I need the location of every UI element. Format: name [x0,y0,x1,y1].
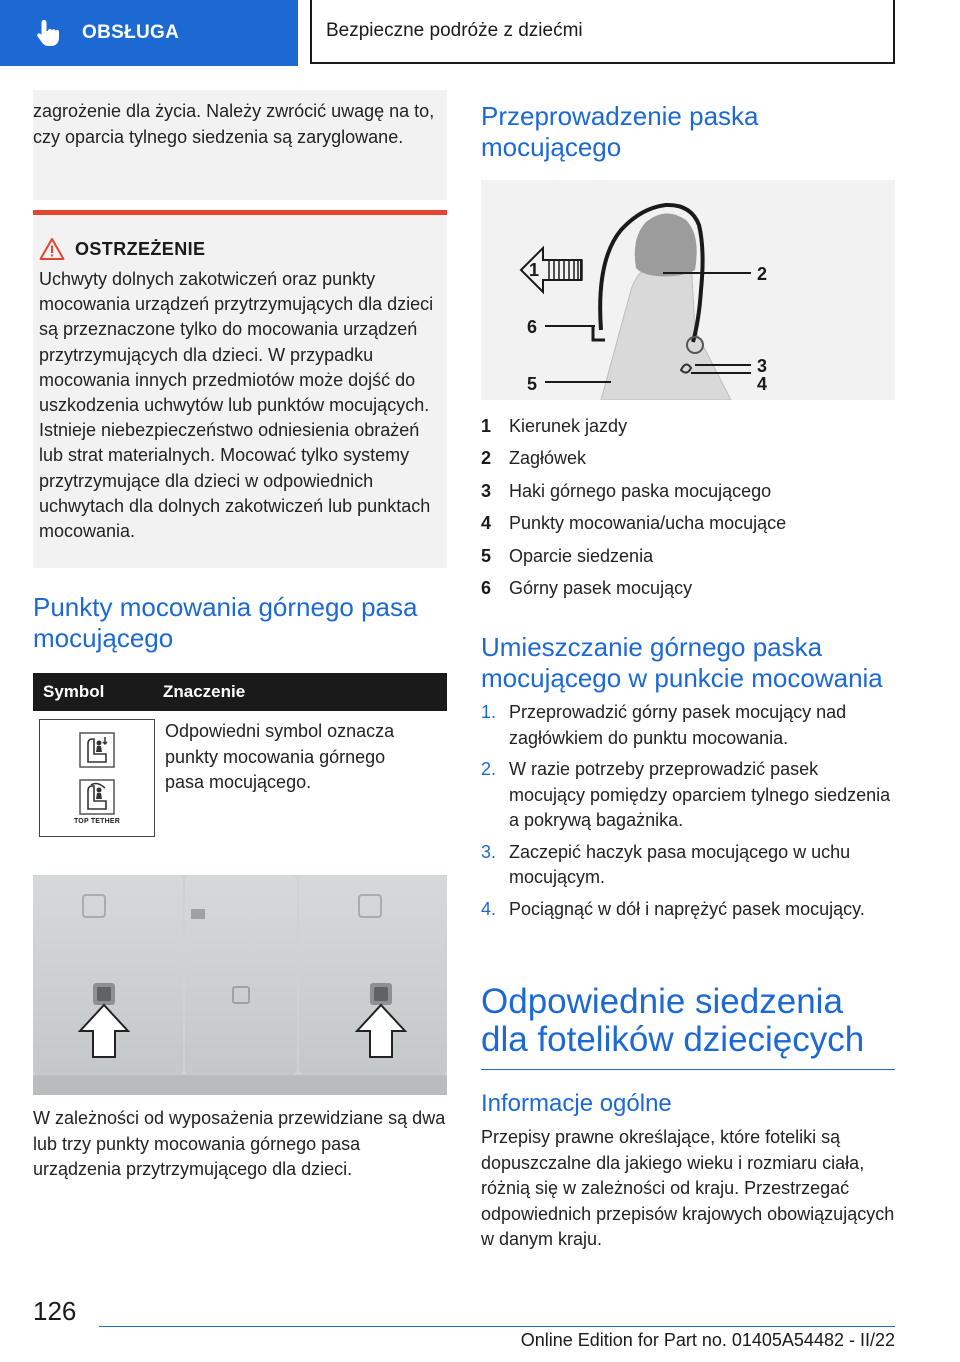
symbol-table-header [33,673,447,711]
callout-3: 3 [757,356,768,376]
step-text: Pociągnąć w dół i naprężyć pasek mocujący. [509,898,865,919]
legend-number: 1 [481,415,492,436]
legend-text: Punkty mocowania/ucha mocujące [509,513,787,534]
top-tether-icon [79,779,115,815]
strap-routing-figure [481,180,895,400]
legend-number: 5 [481,545,492,566]
legend-number: 6 [481,578,492,599]
list-item [481,840,895,891]
column-header-meaning: Znaczenie [163,682,246,701]
callout-6: 6 [527,317,538,337]
figure-legend [481,410,895,605]
symbol-table [33,673,447,887]
step-text: Przeprowadzić górny pasek mocujący nad zagłówkiem do punktu mocowania. [509,702,847,748]
note-text: zagrożenie dla życia. Należy zwrócić uwagę na to, czy oparcia tylnego siedzenia są zaryglowane. [33,101,435,147]
list-item [481,410,895,443]
list-item [481,700,895,751]
edition-info: Online Edition for Part no. 01405A54482 - II/22 [520,1330,895,1350]
legend-text: Kierunek jazdy [509,415,628,436]
list-item [481,897,895,923]
top-tether-label: TOP TETHER [73,817,121,825]
legend-text: Haki górnego paska mocującego [509,480,772,501]
section-tab[interactable] [0,0,298,66]
legend-number: 3 [481,480,492,501]
step-number: 3. [481,841,497,862]
strap-diagram [481,180,895,400]
table-row [33,711,447,887]
list-item [481,475,895,508]
chapter-title-box [310,0,895,64]
child-seat-tether-icon [79,732,115,768]
section-heading-attach-strap: Umieszczanie górnego paska mocującego w punkcie mocowania [481,632,883,693]
list-item [481,573,895,606]
legend-number: 4 [481,513,492,534]
chapter-title: Bezpieczne podróże z dziećmi [326,20,583,41]
rear-seat-anchor-photo [33,875,447,1095]
legend-number: 2 [481,448,492,469]
warning-box [33,210,447,568]
section-heading-tether-points: Punkty mocowania górnego pasa mocującego [33,592,418,653]
forward-direction-bars [549,260,582,280]
warning-title: OSTRZEŻENIE [75,238,206,259]
step-number: 2. [481,759,497,779]
symbol-description: Odpowiedni symbol oznacza punkty mocowania górnego pasa mocującego. [165,721,395,792]
callout-2: 2 [757,264,768,284]
callout-1: 1 [529,260,540,280]
step-number: 1. [481,702,497,722]
hand-pointer-icon [32,17,64,49]
section-label: OBSŁUGA [82,22,180,43]
subheading-general-info: Informacje ogólne [481,1090,672,1117]
legend-text: Oparcie siedzenia [509,545,654,566]
warning-header [39,237,441,261]
step-text: Zaczepić haczyk pasa mocującego w uchu mocującym. [509,841,851,887]
symbol-cell [39,719,155,837]
legend-text: Zagłówek [509,448,587,469]
footer-divider [99,1326,895,1327]
list-item [481,443,895,476]
chapter-heading-suitable-seats: Odpowiednie siedzenia dla fotelików dziecięcych [481,983,895,1070]
list-item [481,757,895,834]
general-info-text: Przepisy prawne określające, które foteliki są dopuszczalne dla jakiego wieku i rozmiaru ciała, różnią się w zależności od kraju. Przestrzegać odpowiednich przepisów krajowych obowiązujących w danym kraju. [481,1127,895,1249]
list-item [481,540,895,573]
section-heading-strap-routing: Przeprowadzenie paska mocującego [481,101,759,162]
note-box [33,90,447,200]
anchor-caption: W zależności od wyposażenia przewidziane są dwa lub trzy punkty mocowania górnego pasa urządzenia przytrzymującego dla dzieci. [33,1108,446,1179]
warning-triangle-icon [39,237,65,261]
page-number: 126 [33,1296,77,1326]
column-header-symbol: Symbol [43,682,105,701]
warning-text: Uchwyty dolnych zakotwiczeń oraz punkty mocowania urządzeń przytrzymujących dla dzieci są przeznaczone tylko do mocowania urządzeń przytrzymujących dla dzieci. W przypadku mocowania innych przedmiotów może dojść do uszkodzenia uchwytów lub punktów mocujących. Istnieje niebezpieczeństwo odniesienia obrażeń lub strat materialnych. Mocować tylko systemy przytrzymujące dla dzieci w odpowiednich uchwytach dla dolnych zakotwiczeń lub punktach mocowania. [39,269,434,542]
callout-5: 5 [527,374,538,394]
legend-text: Górny pasek mocujący [509,578,693,599]
step-text: W razie potrzeby przeprowadzić pasek mocujący pomiędzy oparciem tylnego siedzenia a pokrywą bagażnika. [509,759,891,830]
list-item [481,508,895,541]
callout-4: 4 [757,374,768,394]
step-number: 4. [481,898,497,919]
step-list [481,700,895,928]
